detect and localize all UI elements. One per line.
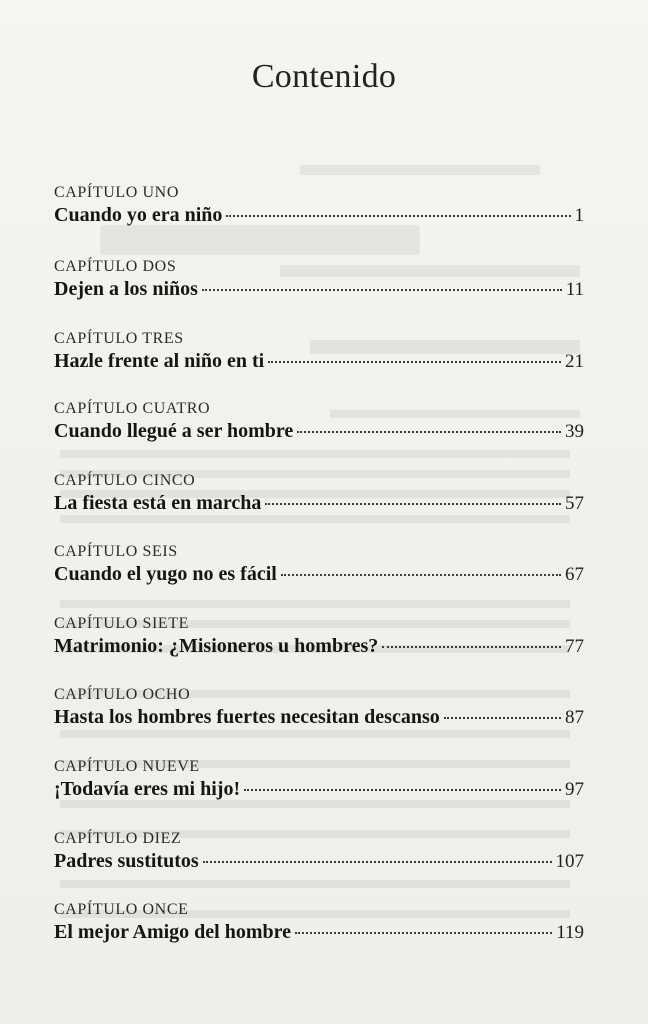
toc-entry[interactable]: [54, 900, 584, 945]
chapter-title: Cuando el yugo no es fácil: [54, 563, 277, 585]
chapter-title: La fiesta está en marcha: [54, 492, 262, 514]
dot-leader: [382, 646, 561, 648]
page-number: 21: [565, 351, 584, 372]
page-number: 1: [574, 205, 584, 226]
dot-leader: [244, 789, 561, 791]
dot-leader: [444, 717, 561, 719]
toc-entry[interactable]: [54, 471, 584, 516]
chapter-title: El mejor Amigo del hombre: [54, 921, 292, 943]
page-title: Contenido: [251, 58, 397, 95]
chapter-title: Hasta los hombres fuertes necesitan descanso: [54, 706, 440, 728]
chapter-label: CAPÍTULO UNO: [54, 184, 179, 201]
toc-entry[interactable]: [54, 757, 584, 802]
toc-entry[interactable]: [54, 257, 584, 302]
chapter-line: [54, 777, 584, 802]
chapter-label: CAPÍTULO DIEZ: [54, 830, 182, 847]
chapter-label: CAPÍTULO SIETE: [54, 615, 190, 632]
chapter-label: CAPÍTULO DOS: [54, 258, 177, 275]
page-number: 77: [565, 636, 584, 657]
page-number: 39: [565, 421, 584, 442]
chapter-label: CAPÍTULO SEIS: [54, 543, 178, 560]
chapter-label: CAPÍTULO TRES: [54, 330, 184, 347]
chapter-line: [54, 203, 584, 228]
chapter-line: [54, 419, 584, 444]
dot-leader: [281, 574, 561, 576]
chapter-line: [54, 634, 584, 659]
toc-entry[interactable]: [54, 399, 584, 444]
dot-leader: [268, 361, 561, 363]
chapter-line: [54, 705, 584, 730]
chapter-title: Hazle frente al niño en ti: [54, 350, 265, 372]
chapter-line: [54, 562, 584, 587]
chapter-line: [54, 849, 584, 874]
chapter-title: Padres sustitutos: [54, 850, 199, 872]
chapter-label: CAPÍTULO OCHO: [54, 686, 191, 703]
page-number: 67: [565, 564, 584, 585]
dot-leader: [295, 932, 552, 934]
chapter-title: Cuando llegué a ser hombre: [54, 420, 294, 442]
page-number: 119: [556, 922, 584, 943]
page-number: 107: [555, 851, 584, 872]
dot-leader: [202, 289, 562, 291]
toc-entry[interactable]: [54, 685, 584, 730]
dot-leader: [265, 503, 561, 505]
chapter-title: Cuando yo era niño: [54, 204, 223, 226]
toc-entry[interactable]: [54, 614, 584, 659]
page-number: 97: [565, 779, 584, 800]
chapter-line: [54, 277, 584, 302]
chapter-label: CAPÍTULO ONCE: [54, 901, 189, 918]
page-number: 57: [565, 493, 584, 514]
chapter-title: ¡Todavía eres mi hijo!: [54, 778, 241, 800]
chapter-label: CAPÍTULO CUATRO: [54, 400, 211, 417]
chapter-label: CAPÍTULO NUEVE: [54, 758, 200, 775]
chapter-line: [54, 491, 584, 516]
dot-leader: [226, 215, 570, 217]
page-number: 87: [565, 707, 584, 728]
chapter-line: [54, 349, 584, 374]
chapter-label: CAPÍTULO CINCO: [54, 472, 196, 489]
toc-entry[interactable]: [54, 183, 584, 228]
page-number: 11: [565, 279, 584, 300]
toc-entry[interactable]: [54, 829, 584, 874]
chapter-line: [54, 920, 584, 945]
chapter-title: Dejen a los niños: [54, 278, 198, 300]
toc-entry[interactable]: [54, 329, 584, 374]
dot-leader: [203, 861, 552, 863]
toc-entry[interactable]: [54, 542, 584, 587]
chapter-title: Matrimonio: ¿Misioneros u hombres?: [54, 635, 379, 657]
dot-leader: [297, 431, 561, 433]
